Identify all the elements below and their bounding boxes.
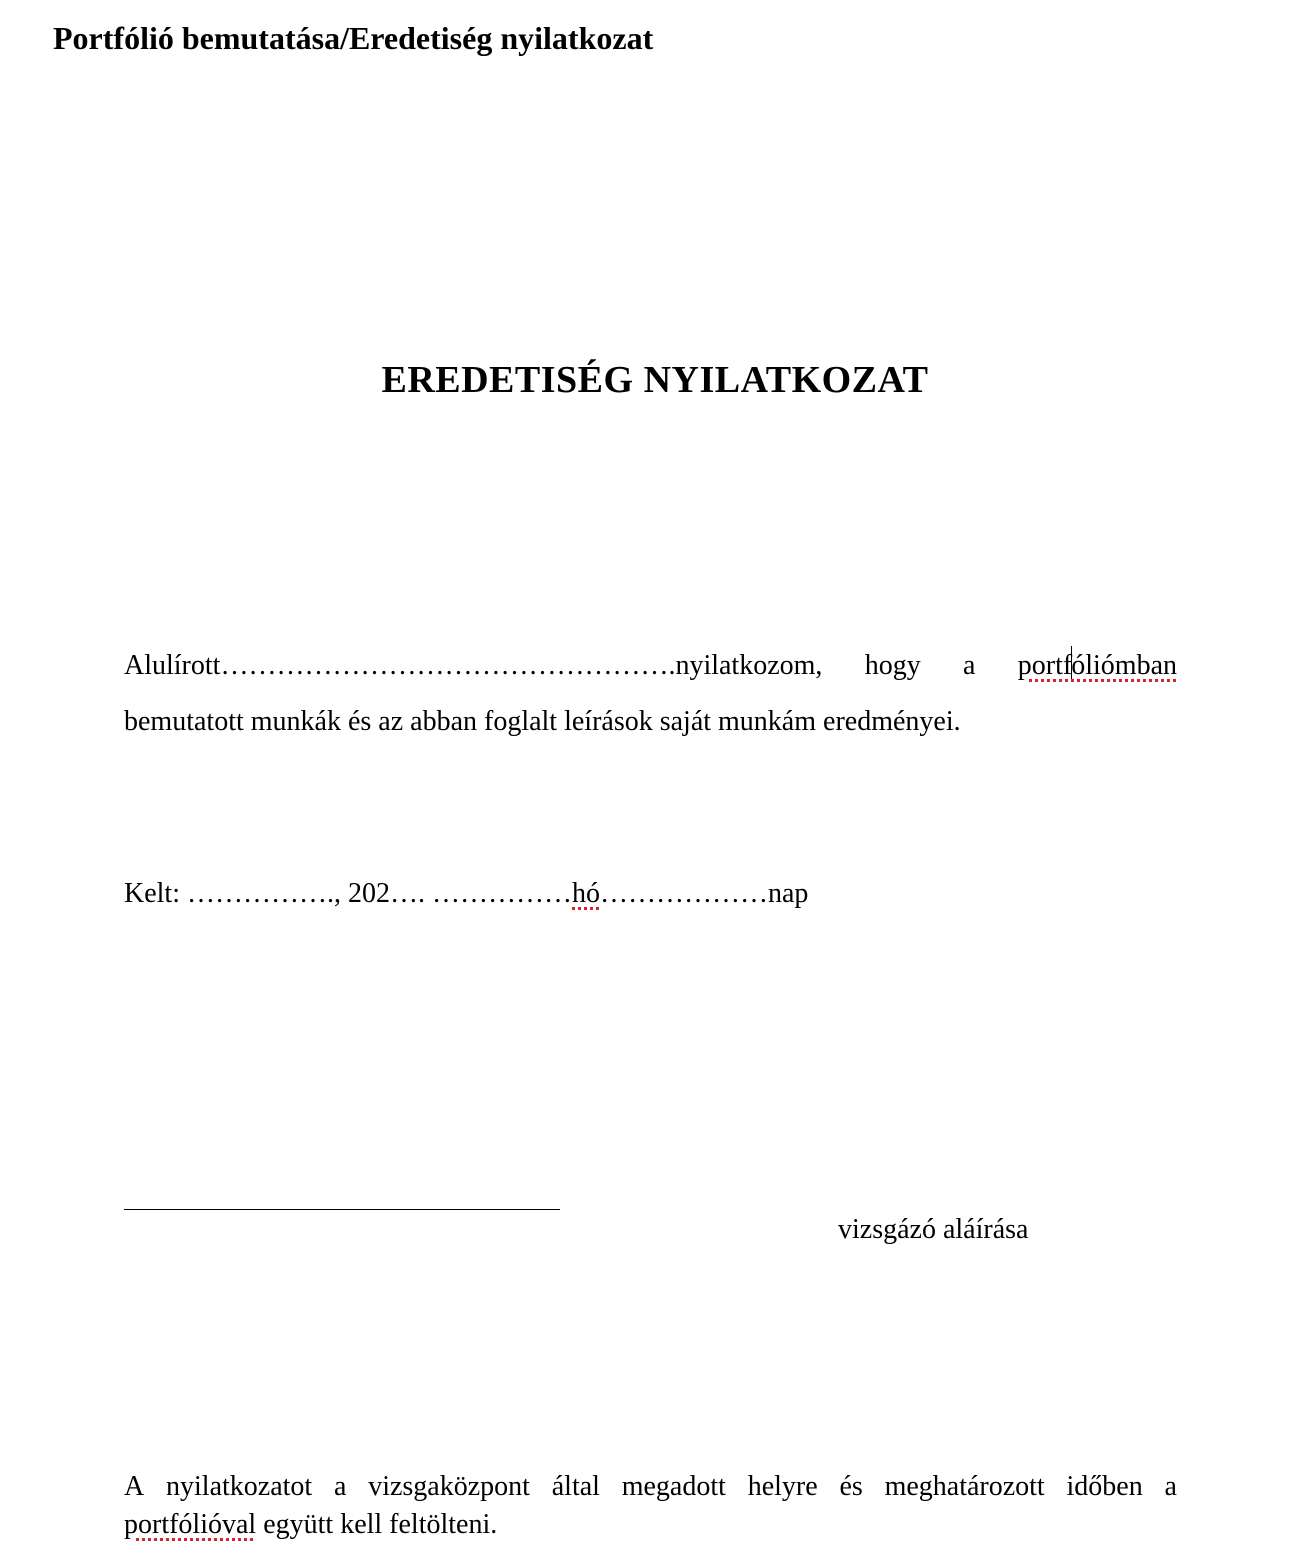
footer-note-line-1 [124,1468,1177,1506]
date-line[interactable] [124,866,1177,922]
document-title: EREDETISÉG NYILATKOZAT [381,359,929,401]
statement-paragraph[interactable] [124,638,1177,750]
misspelled-word[interactable]: portfóliómban [1018,638,1177,694]
statement-line-1 [124,638,1177,694]
statement-word: Alulírott………………………………………….nyilatkozom, [124,650,823,681]
footer-word: a [333,1471,347,1502]
footer-word: a [1164,1471,1177,1502]
footer-word: meghatározott [884,1471,1045,1502]
footer-word: megadott [621,1471,726,1502]
footer-word: nyilatkozatot [166,1471,313,1502]
statement-line-2: bemutatott munkák és az abban foglalt leírások saját munkám eredményei. [124,706,961,737]
signature-label: vizsgázó aláírása [838,1214,1029,1245]
footer-word: és [839,1471,863,1502]
footer-line-2-rest: együtt kell feltölteni. [256,1509,498,1540]
footer-note-line-2 [124,1506,1177,1544]
page-header-title: Portfólió bemutatása/Eredetiség nyilatkozat [53,20,654,56]
footer-note-paragraph[interactable] [124,1468,1177,1544]
footer-word: által [551,1471,600,1502]
statement-word: a [963,650,976,681]
footer-word: helyre [747,1471,818,1502]
statement-word: hogy [864,650,921,681]
misspelled-word[interactable]: hó [572,878,600,909]
footer-word: időben [1066,1471,1143,1502]
footer-word: A [124,1471,145,1502]
date-suffix: ………………nap [600,878,809,909]
date-prefix: Kelt: ……………., 202…. …………… [124,878,572,909]
misspelled-word[interactable]: portfólióval [124,1509,257,1540]
signature-line [124,1209,560,1210]
footer-word: vizsgaközpont [368,1471,530,1502]
